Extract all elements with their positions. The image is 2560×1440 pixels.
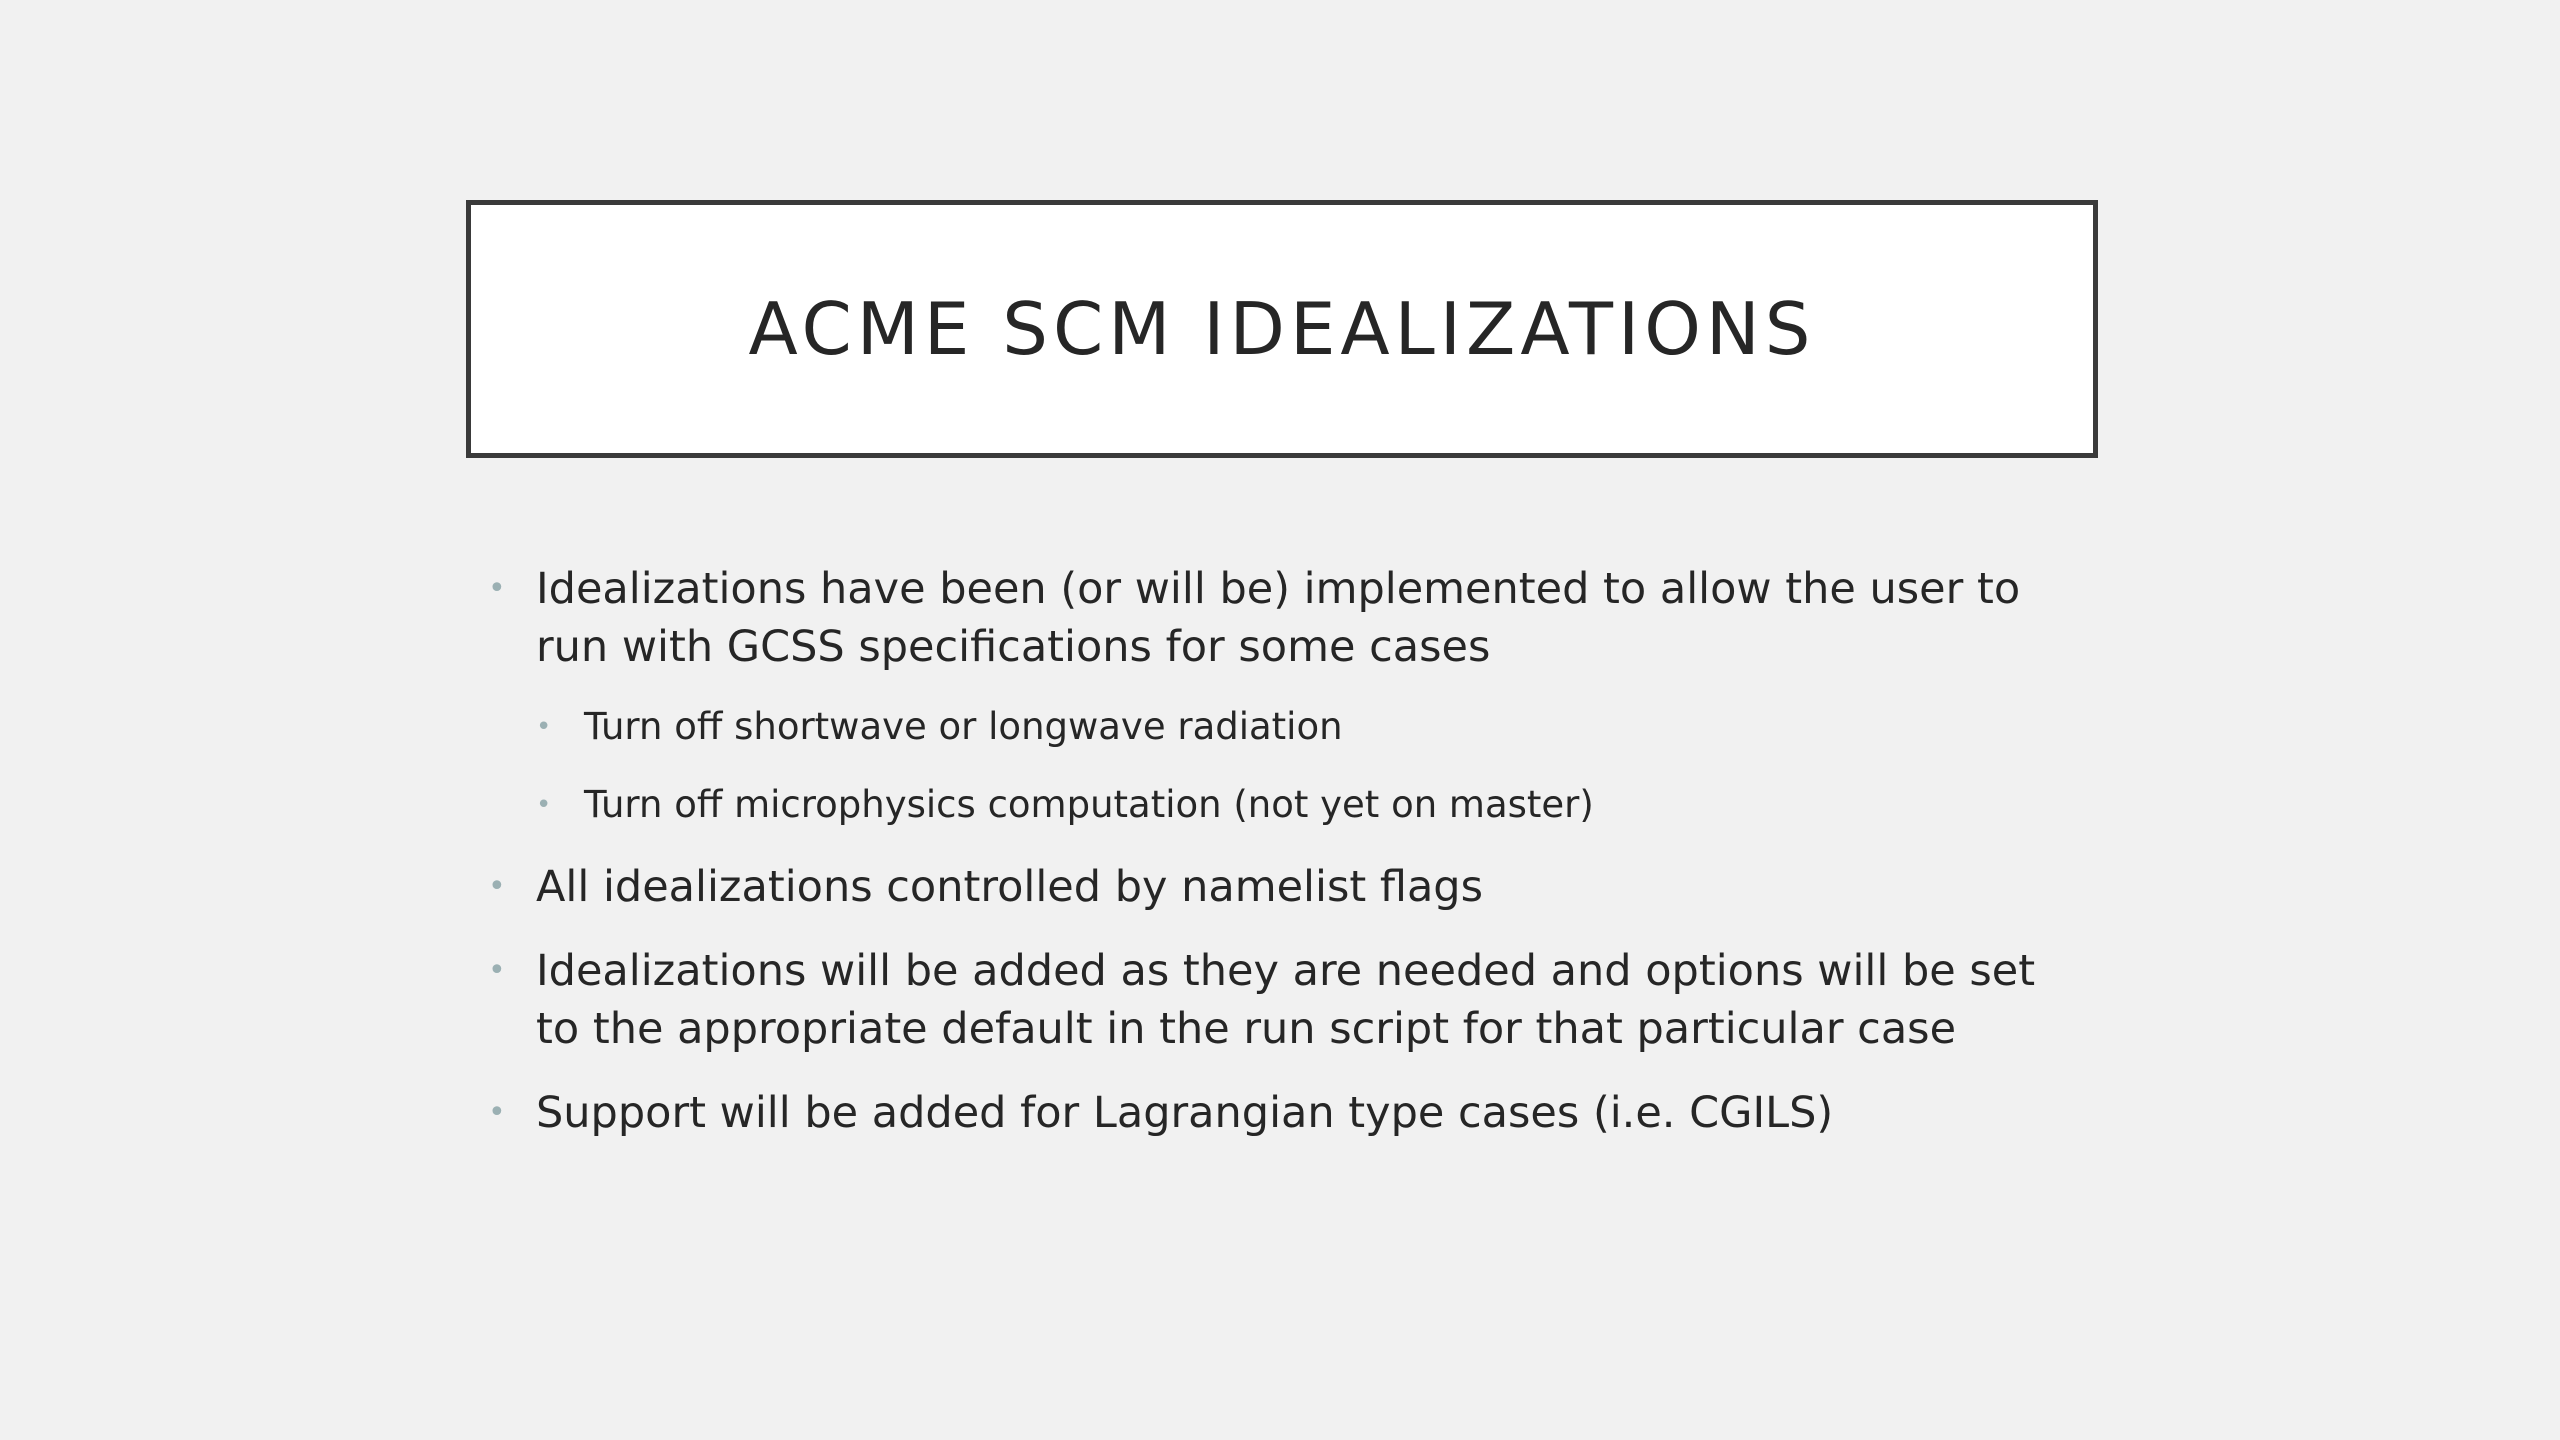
slide-title: ACME SCM IDEALIZATIONS xyxy=(748,287,1816,371)
bullet-text: Support will be added for Lagrangian type cases (i.e. CGILS) xyxy=(536,1088,1834,1138)
bullet-item xyxy=(480,858,2090,916)
slide-content xyxy=(480,560,2090,1168)
bullet-icon: • xyxy=(488,571,506,606)
sub-bullet-text: Turn off shortwave or longwave radiation xyxy=(584,705,1343,748)
bullet-icon: • xyxy=(536,712,552,742)
sub-bullet-item xyxy=(480,780,2090,830)
bullet-icon: • xyxy=(488,1095,506,1130)
bullet-icon: • xyxy=(488,869,506,904)
bullet-text: All idealizations controlled by namelist flags xyxy=(536,862,1484,912)
bullet-item xyxy=(480,1084,2090,1142)
bullet-item xyxy=(480,560,2090,676)
bullet-text: Idealizations have been (or will be) implemented to allow the user to run with GCSS specifications for some cases xyxy=(536,564,2021,672)
bullet-icon: • xyxy=(536,790,552,820)
bullet-text: Idealizations will be added as they are needed and options will be set to the appropriate default in the run script for that particular case xyxy=(536,946,2036,1054)
title-box xyxy=(466,200,2098,458)
sub-bullet-text: Turn off microphysics computation (not yet on master) xyxy=(584,783,1594,826)
bullet-item xyxy=(480,942,2090,1058)
sub-bullet-item xyxy=(480,702,2090,752)
bullet-icon: • xyxy=(488,953,506,988)
